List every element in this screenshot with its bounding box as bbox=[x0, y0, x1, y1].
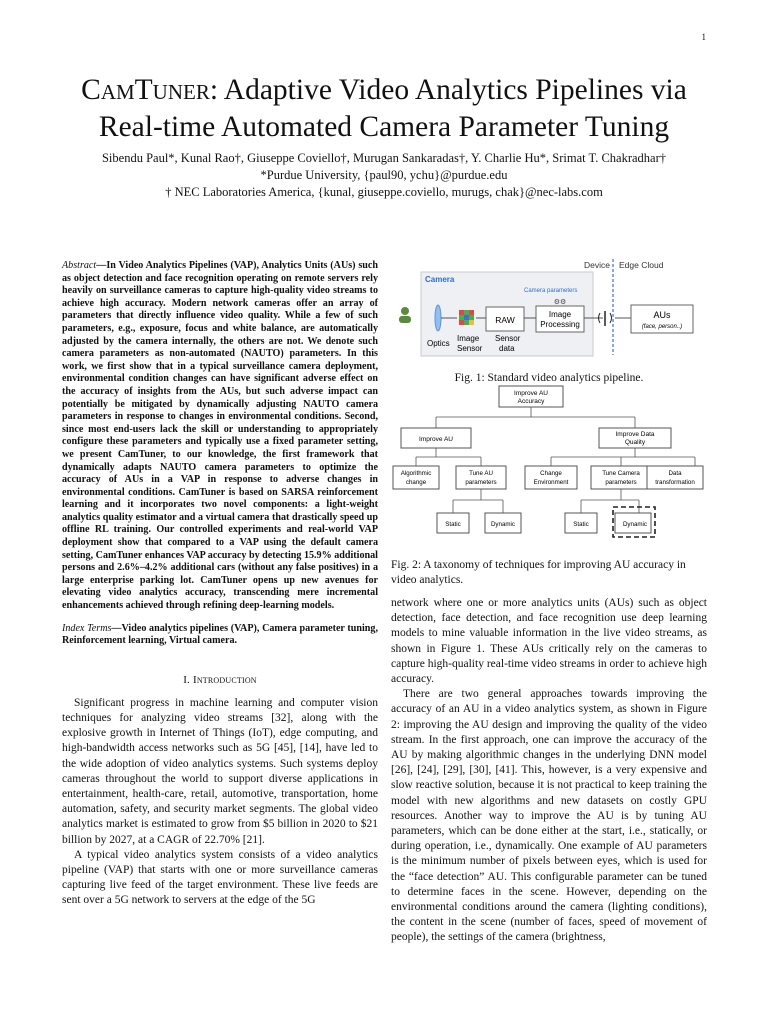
intro-paragraph-1: Significant progress in machine learning and computer vision techniques for analyzing video streams [32], along with the explosive growth in Internet of Things (IoT), edge computing, and high-bandwidth access networks such as 5G [45], [14], have led to the wide adoption of video analytics systems. Such systems deploy cameras throughout the world to support diverse applications in entertainment, health-care, retail, automotive, transportation, home automation, safety, and security market segments. The global video analytics market is estimated to grow from $5 billion in 2020 to $21 billion by 2027, at a CAGR of 22.70% [21]. bbox=[62, 696, 378, 846]
node-data-tr-line1: Data bbox=[668, 470, 682, 477]
image-sensor-label-1: Image bbox=[457, 334, 480, 343]
figure-1 bbox=[391, 255, 707, 386]
node-dynamic-au-label: Dynamic bbox=[490, 521, 516, 528]
page-number: 1 bbox=[701, 32, 706, 42]
node-improve-au-label: Improve AU bbox=[419, 436, 453, 443]
edge-cloud-label: Edge Cloud bbox=[619, 260, 664, 270]
node-tune-cam-line2: parameters bbox=[605, 479, 637, 486]
index-terms-text: —Video analytics pipelines (VAP), Camera parameter tuning, Reinforcement learning, Virtual camera. bbox=[62, 622, 378, 647]
author-names: Sibendu Paul*, Kunal Rao†, Giuseppe Coviello†, Murugan Sankaradas†, Y. Charlie Hu*, Srimat T. Chakradhar† bbox=[101, 151, 667, 165]
raw-label: RAW bbox=[495, 315, 515, 325]
title-line2: Real-time Automated Camera Parameter Tuning bbox=[98, 111, 670, 143]
node-improve-dq-line2: Quality bbox=[624, 439, 646, 446]
node-data-tr-line2: transformation bbox=[655, 479, 695, 486]
tree-connectors bbox=[416, 407, 695, 513]
paper-title bbox=[40, 72, 728, 146]
affiliation-nec: † NEC Laboratories America, {kunal, giuseppe.coviello, murugs, chak}@nec-labs.com bbox=[165, 185, 603, 199]
abstract bbox=[62, 260, 378, 613]
node-alg-line1: Algorithmic bbox=[400, 470, 432, 477]
sensor-data-label-1: Sensor bbox=[495, 334, 521, 343]
index-terms-label: Index Terms bbox=[62, 622, 112, 634]
image-processing-label-1: Image bbox=[548, 310, 572, 319]
left-column bbox=[62, 260, 378, 909]
node-tune-au-line2: parameters bbox=[465, 479, 497, 486]
title-camtuner: CamTuner bbox=[81, 74, 210, 106]
figure-2 bbox=[391, 385, 707, 588]
person-icon bbox=[399, 307, 411, 323]
sensor-data-label-2: data bbox=[499, 344, 515, 353]
node-static-au-label: Static bbox=[445, 521, 461, 528]
node-root-line1: Improve AU bbox=[514, 390, 548, 397]
node-change-env-line1: Change bbox=[540, 470, 562, 477]
node-root-line2: Accuracy bbox=[517, 398, 545, 405]
author-block bbox=[40, 150, 728, 201]
image-sensor-label-2: Sensor bbox=[457, 344, 483, 353]
node-improve-dq-line1: Improve Data bbox=[615, 431, 655, 438]
optics-lens-icon bbox=[435, 305, 441, 331]
node-tune-au-line1: Tune AU bbox=[469, 470, 493, 477]
figure-2-caption: Fig. 2: A taxonomy of techniques for improving AU accuracy in video analytics. bbox=[391, 559, 686, 586]
device-label: Device bbox=[584, 260, 610, 270]
camera-parameters-label: Camera parameters bbox=[524, 288, 578, 294]
section-heading-introduction: I. Introduction bbox=[183, 673, 257, 686]
abstract-text: —In Video Analytics Pipelines (VAP), Analytics Units (AUs) such as object detection and face recognition operating on remote servers rely heavily on surveillance cameras to capture high-quality video streams to achieve high accuracy. Modern network cameras offer an array of parameters that directly influence video quality. While a few of such parameters, e.g., exposure, focus and white balance, are automatically adjusted by the camera internally, the others are not. We denote such camera parameters as non-automated (NAUTO) parameters. In this work, we first show that in a typical surveillance camera deployment, environmental condition changes can have significant adverse effect on the accuracy of insights from the AUs, but such adverse impact can potentially be mitigated by dynamically adjusting NAUTO camera parameters in response to changes in environmental conditions. Second, since most end-users lack the skill or understanding to appropriately configure these parameters and typically use a fixed parameter setting, we present CamTuner, to our knowledge, the first framework that dynamically adapts NAUTO camera parameters to optimize the accuracy of AUs in a VAP in response to adverse changes in environmental conditions. CamTuner is based on SARSA reinforcement learning and it incorporates two novel components: a light-weight analytics quality estimator and a virtual camera that drastically speed up offline RL training. Our controlled experiments and real-world VAP deployment show that compared to a VAP using the default camera setting, CamTuner enhances VAP accuracy by detecting 15.9% additional persons and 2.6%–4.2% additional cars (without any false positives) in a large enterprise parking lot. CamTuner opens up new avenues for elevating video analytics accuracy, transcending mere incremental enhancements achieved through refining deep-learning models. bbox=[62, 260, 378, 612]
node-alg-line2: change bbox=[405, 479, 427, 486]
title-line1: : Adaptive Video Analytics Pipelines via bbox=[209, 74, 687, 106]
affiliation-purdue: *Purdue University, {paul90, ychu}@purdue.edu bbox=[260, 168, 508, 182]
abstract-label: Abstract bbox=[62, 260, 97, 271]
intro-paragraph-2: A typical video analytics system consists of a video analytics pipeline (VAP) that starts with one or more surveillance cameras capturing live feed of the target environment. These live feeds are sent over a 5G network to servers at the edge of the 5G bbox=[62, 848, 378, 907]
image-processing-label-2: Processing bbox=[540, 320, 580, 329]
aus-sublabel: (face, person..) bbox=[641, 324, 683, 330]
optics-label: Optics bbox=[427, 339, 450, 348]
aus-label: AUs bbox=[653, 310, 671, 320]
figure-1-caption: Fig. 1: Standard video analytics pipeline. bbox=[454, 372, 644, 384]
camera-label: Camera bbox=[425, 275, 455, 284]
right-paragraph-2: There are two general approaches towards improving the accuracy of an AU in a video analytics system, as shown in Figure 2: improving the AU design and improving the quality of the video stream. In the first approach, one can improve the accuracy of the AU by making algorithmic changes in the underlying DNN model [26], [24], [29], [30], [41]. This, however, is a very expensive and slow reactive solution, because it is not practical to keep training the model with new algorithms and new datasets on costly GPU resources. Another way to improve the AU is by tuning AU parameters, which can be done either at the start, i.e., statically, or during operation, i.e., dynamically. One example of AU parameters is the minimum number of pixels between eyes, which is used for the “face detection” AU. This configurable parameter can be tuned to determine faces in the scene. However, depending on the environmental conditions around the camera (lighting conditions), the content in the scene (number of faces, speed of movement of people), the settings of the camera (brightness, bbox=[391, 688, 707, 944]
node-change-env-line2: Environment bbox=[533, 479, 569, 486]
gear-icon: ⚙⚙ bbox=[553, 299, 567, 306]
right-paragraph-1: network where one or more analytics units (AUs) such as object detection, face detection, and face recognition use deep learning models to mine valuable information in the live video streams, as shown in Figure 1. These AUs critically rely on the cameras to capture high-quality real-time video streams in order to achieve high accuracy. bbox=[391, 597, 707, 686]
taxonomy-diagram bbox=[391, 385, 707, 545]
pipeline-diagram bbox=[391, 255, 707, 360]
node-dynamic-camera-label: Dynamic bbox=[622, 521, 648, 528]
node-tune-cam-line1: Tune Camera bbox=[602, 470, 640, 477]
node-static-camera-label: Static bbox=[573, 521, 589, 528]
image-sensor-icon bbox=[459, 310, 474, 325]
index-terms bbox=[62, 623, 378, 648]
right-column-text bbox=[391, 596, 707, 946]
